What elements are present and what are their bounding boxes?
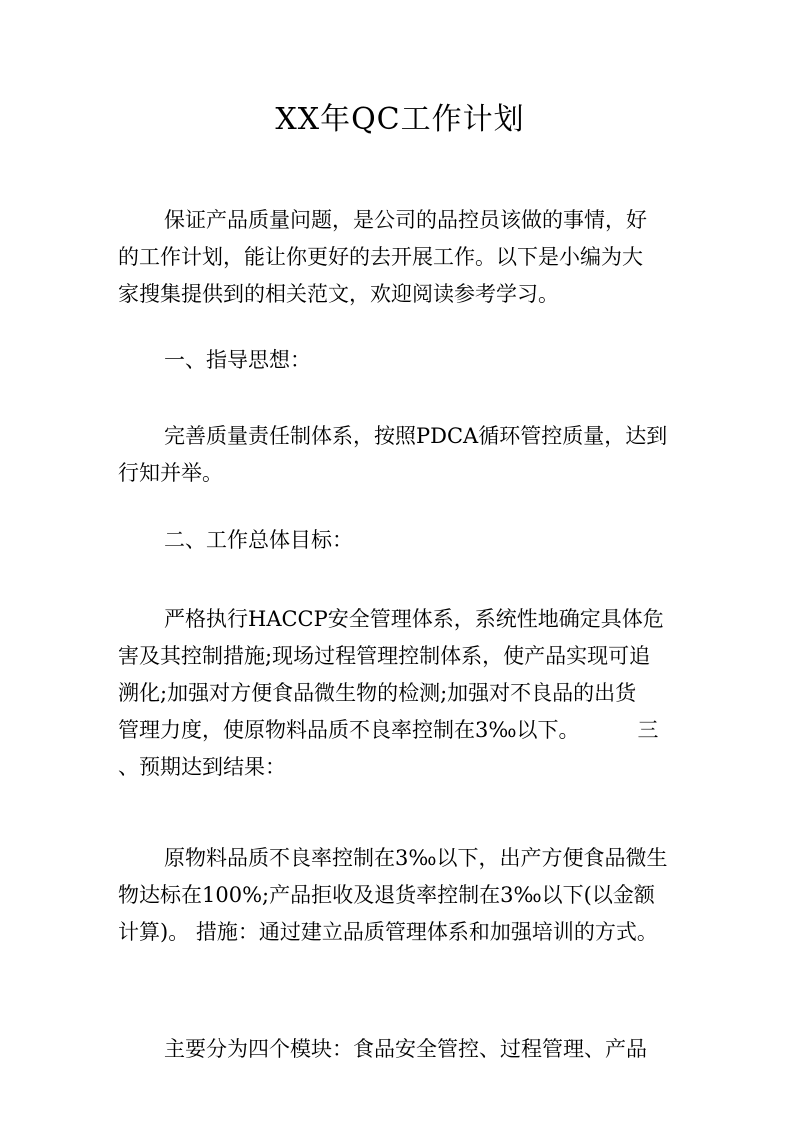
intro-paragraph <box>118 202 678 313</box>
paragraph-line: 严格执行HACCP安全管理体系，系统性地确定具体危 <box>164 607 664 631</box>
paragraph-line: 害及其控制措施;现场过程管理控制体系，使产品实现可追 <box>118 644 651 668</box>
page-title: XX年QC工作计划 <box>275 102 525 137</box>
expected-results-paragraph <box>118 840 678 951</box>
section-heading-guiding-ideology: 一、指导思想： <box>164 348 311 372</box>
section-number-three: 三 <box>637 718 659 742</box>
paragraph-line: 物达标在100%;产品拒收及退货率控制在3‰以下(以金额 <box>118 883 655 907</box>
paragraph-line: 溯化;加强对方便食品微生物的检测;加强对不良品的出货 <box>118 681 637 705</box>
guiding-ideology-paragraph <box>118 418 678 492</box>
modules-paragraph <box>118 1031 678 1068</box>
paragraph-line: 行知并举。 <box>118 461 223 485</box>
section-heading-overall-goals: 二、工作总体目标： <box>164 528 353 552</box>
paragraph-line: 的工作计划，能让你更好的去开展工作。以下是小编为大 <box>118 245 643 269</box>
paragraph-line: 主要分为四个模块：食品安全管控、过程管理、产品 <box>164 1037 647 1061</box>
paragraph-line: 计算)。 措施：通过建立品质管理体系和加强培训的方式。 <box>118 920 658 944</box>
paragraph-line: 原物料品质不良率控制在3‰以下，出产方便食品微生 <box>164 846 668 870</box>
paragraph-line: 完善质量责任制体系，按照PDCA循环管控质量，达到 <box>164 424 668 448</box>
paragraph-line: 管理力度，使原物料品质不良率控制在3‰以下。 三 <box>118 712 678 749</box>
overall-goals-paragraph <box>118 601 678 786</box>
paragraph-line: 保证产品质量问题，是公司的品控员该做的事情，好 <box>164 208 647 232</box>
paragraph-line: 、预期达到结果： <box>118 755 286 779</box>
paragraph-line: 家搜集提供到的相关范文，欢迎阅读参考学习。 <box>118 282 559 306</box>
